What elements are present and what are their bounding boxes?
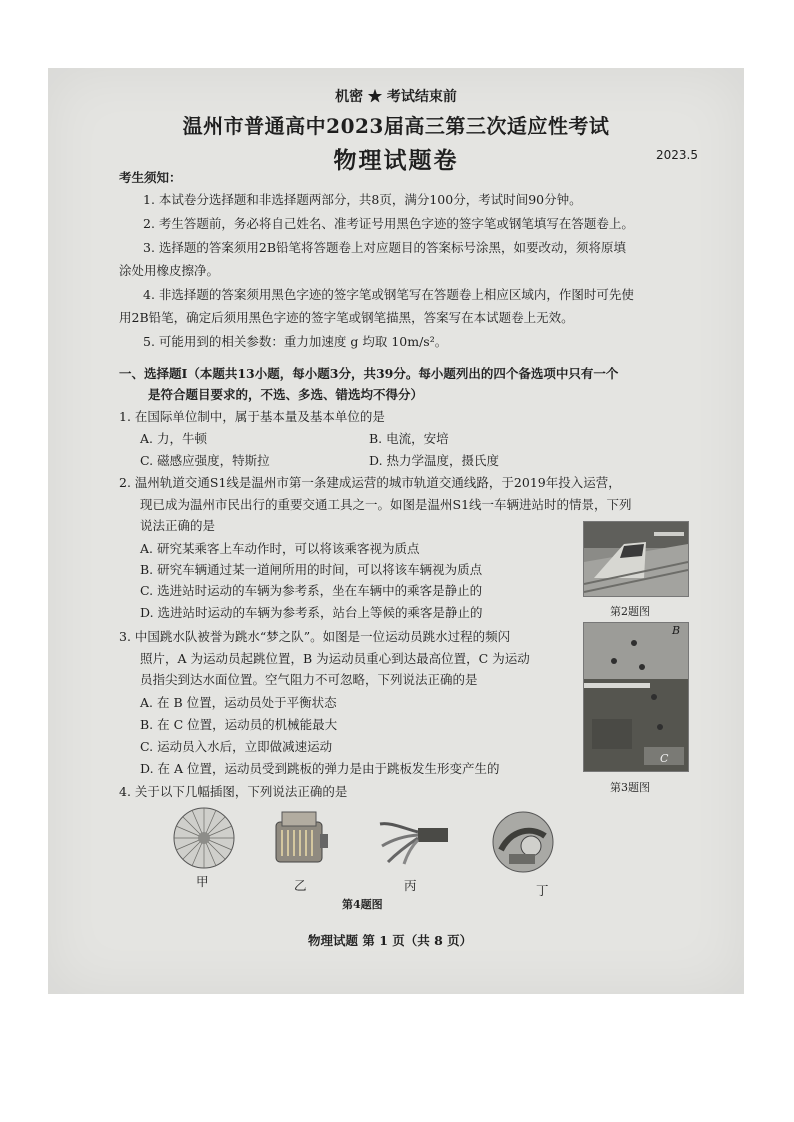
q2-option-a: A. 研究某乘客上车动作时，可以将该乘客视为质点 — [140, 541, 420, 556]
exam-date: 2023.5 — [656, 148, 698, 162]
q4-stem: 4. 关于以下几幅插图，下列说法正确的是 — [119, 784, 348, 799]
q4-label-jia: 甲 — [196, 874, 209, 889]
exam-title: 温州市普通高中2023届高三第三次适应性考试 — [182, 114, 610, 138]
q4-figure-jia — [172, 806, 236, 870]
q2-option-b: B. 研究车辆通过某一道闸所用的时间，可以将该车辆视为质点 — [140, 562, 483, 577]
q2-stem-3: 说法正确的是 — [140, 518, 216, 533]
q1-option-d: D. 热力学温度，摄氏度 — [369, 453, 500, 468]
q4-figure-bing — [378, 818, 452, 866]
q1-option-c: C. 磁感应强度，特斯拉 — [140, 453, 270, 468]
q4-label-yi: 乙 — [294, 878, 307, 893]
q2-stem-1: 2. 温州轨道交通S1线是温州市第一条建成运营的城市轨道交通线路，于2019年投入运营， — [119, 475, 621, 490]
notice-item-1: 1. 本试卷分选择题和非选择题两部分，共8页，满分100分，考试时间90分钟。 — [143, 192, 582, 207]
notice-item-4-cont: 用2B铅笔，确定后须用黑色字迹的签字笔或钢笔描黑，答案写在本试题卷上无效。 — [119, 310, 574, 325]
section1-heading: 一、选择题Ⅰ（本题共13小题，每小题3分，共39分。每小题列出的四个备选项中只有一个 — [119, 366, 619, 381]
notice-item-5: 5. 可能用到的相关参数：重力加速度 g 均取 10m/s²。 — [143, 334, 448, 349]
q3-stem-1: 3. 中国跳水队被誉为跳水“梦之队”。如图是一位运动员跳水过程的频闪 — [119, 629, 511, 644]
q3-dive-photo — [583, 622, 689, 772]
notice-heading: 考生须知： — [119, 170, 182, 185]
q1-option-a: A. 力，牛顿 — [140, 431, 207, 446]
q3-label-b: B — [672, 624, 681, 637]
q3-label-c: C — [660, 752, 669, 765]
section1-heading-cont: 是符合题目要求的，不选、多选、错选均不得分） — [148, 387, 424, 402]
q3-option-d: D. 在 A 位置，运动员受到跳板的弹力是由于跳板发生形变产生的 — [140, 761, 500, 776]
confidential-label: 机密 ★ 考试结束前 — [335, 89, 457, 105]
q2-option-c: C. 选进站时运动的车辆为参考系，坐在车辆中的乘客是静止的 — [140, 583, 483, 598]
q3-stem-2: 照片，A 为运动员起跳位置，B 为运动员重心到达最高位置，C 为运动 — [140, 651, 530, 666]
notice-item-3: 3. 选择题的答案须用2B铅笔将答题卷上对应题目的答案标号涂黑，如要改动，须将原填 — [143, 240, 627, 255]
q3-figure-caption: 第3题图 — [610, 781, 650, 794]
notice-item-2: 2. 考生答题前，务必将自己姓名、准考证号用黑色字迹的签字笔或钢笔填写在答题卷上。 — [143, 216, 634, 231]
q3-stem-3: 员指尖到达水面位置。空气阻力不可忽略，下列说法正确的是 — [140, 672, 478, 687]
q2-option-d: D. 选进站时运动的车辆为参考系，站台上等候的乘客是静止的 — [140, 605, 483, 620]
q1-option-b: B. 电流，安培 — [369, 431, 449, 446]
notice-item-3-cont: 涂处用橡皮擦净。 — [119, 263, 220, 278]
q3-option-b: B. 在 C 位置，运动员的机械能最大 — [140, 717, 338, 732]
q4-figure-caption: 第4题图 — [342, 898, 383, 911]
page-footer: 物理试题 第 1 页（共 8 页） — [308, 933, 473, 948]
exam-subtitle: 物理试题卷 — [333, 147, 459, 174]
q4-label-ding: 丁 — [536, 883, 549, 898]
q4-label-bing: 丙 — [404, 878, 417, 893]
q2-figure-caption: 第2题图 — [610, 605, 650, 618]
q3-option-c: C. 运动员入水后，立即做减速运动 — [140, 739, 333, 754]
q4-figure-ding — [491, 810, 555, 874]
q4-figure-yi — [270, 808, 332, 870]
q1-stem: 1. 在国际单位制中，属于基本量及基本单位的是 — [119, 409, 385, 424]
exam-sheet — [48, 68, 744, 994]
q2-train-photo — [583, 521, 689, 597]
notice-item-4: 4. 非选择题的答案须用黑色字迹的签字笔或钢笔写在答题卷上相应区域内，作图时可先使 — [143, 287, 634, 302]
q3-option-a: A. 在 B 位置，运动员处于平衡状态 — [140, 695, 337, 710]
q2-stem-2: 现已成为温州市民出行的重要交通工具之一。如图是温州S1线一车辆进站时的情景，下列 — [140, 497, 632, 512]
